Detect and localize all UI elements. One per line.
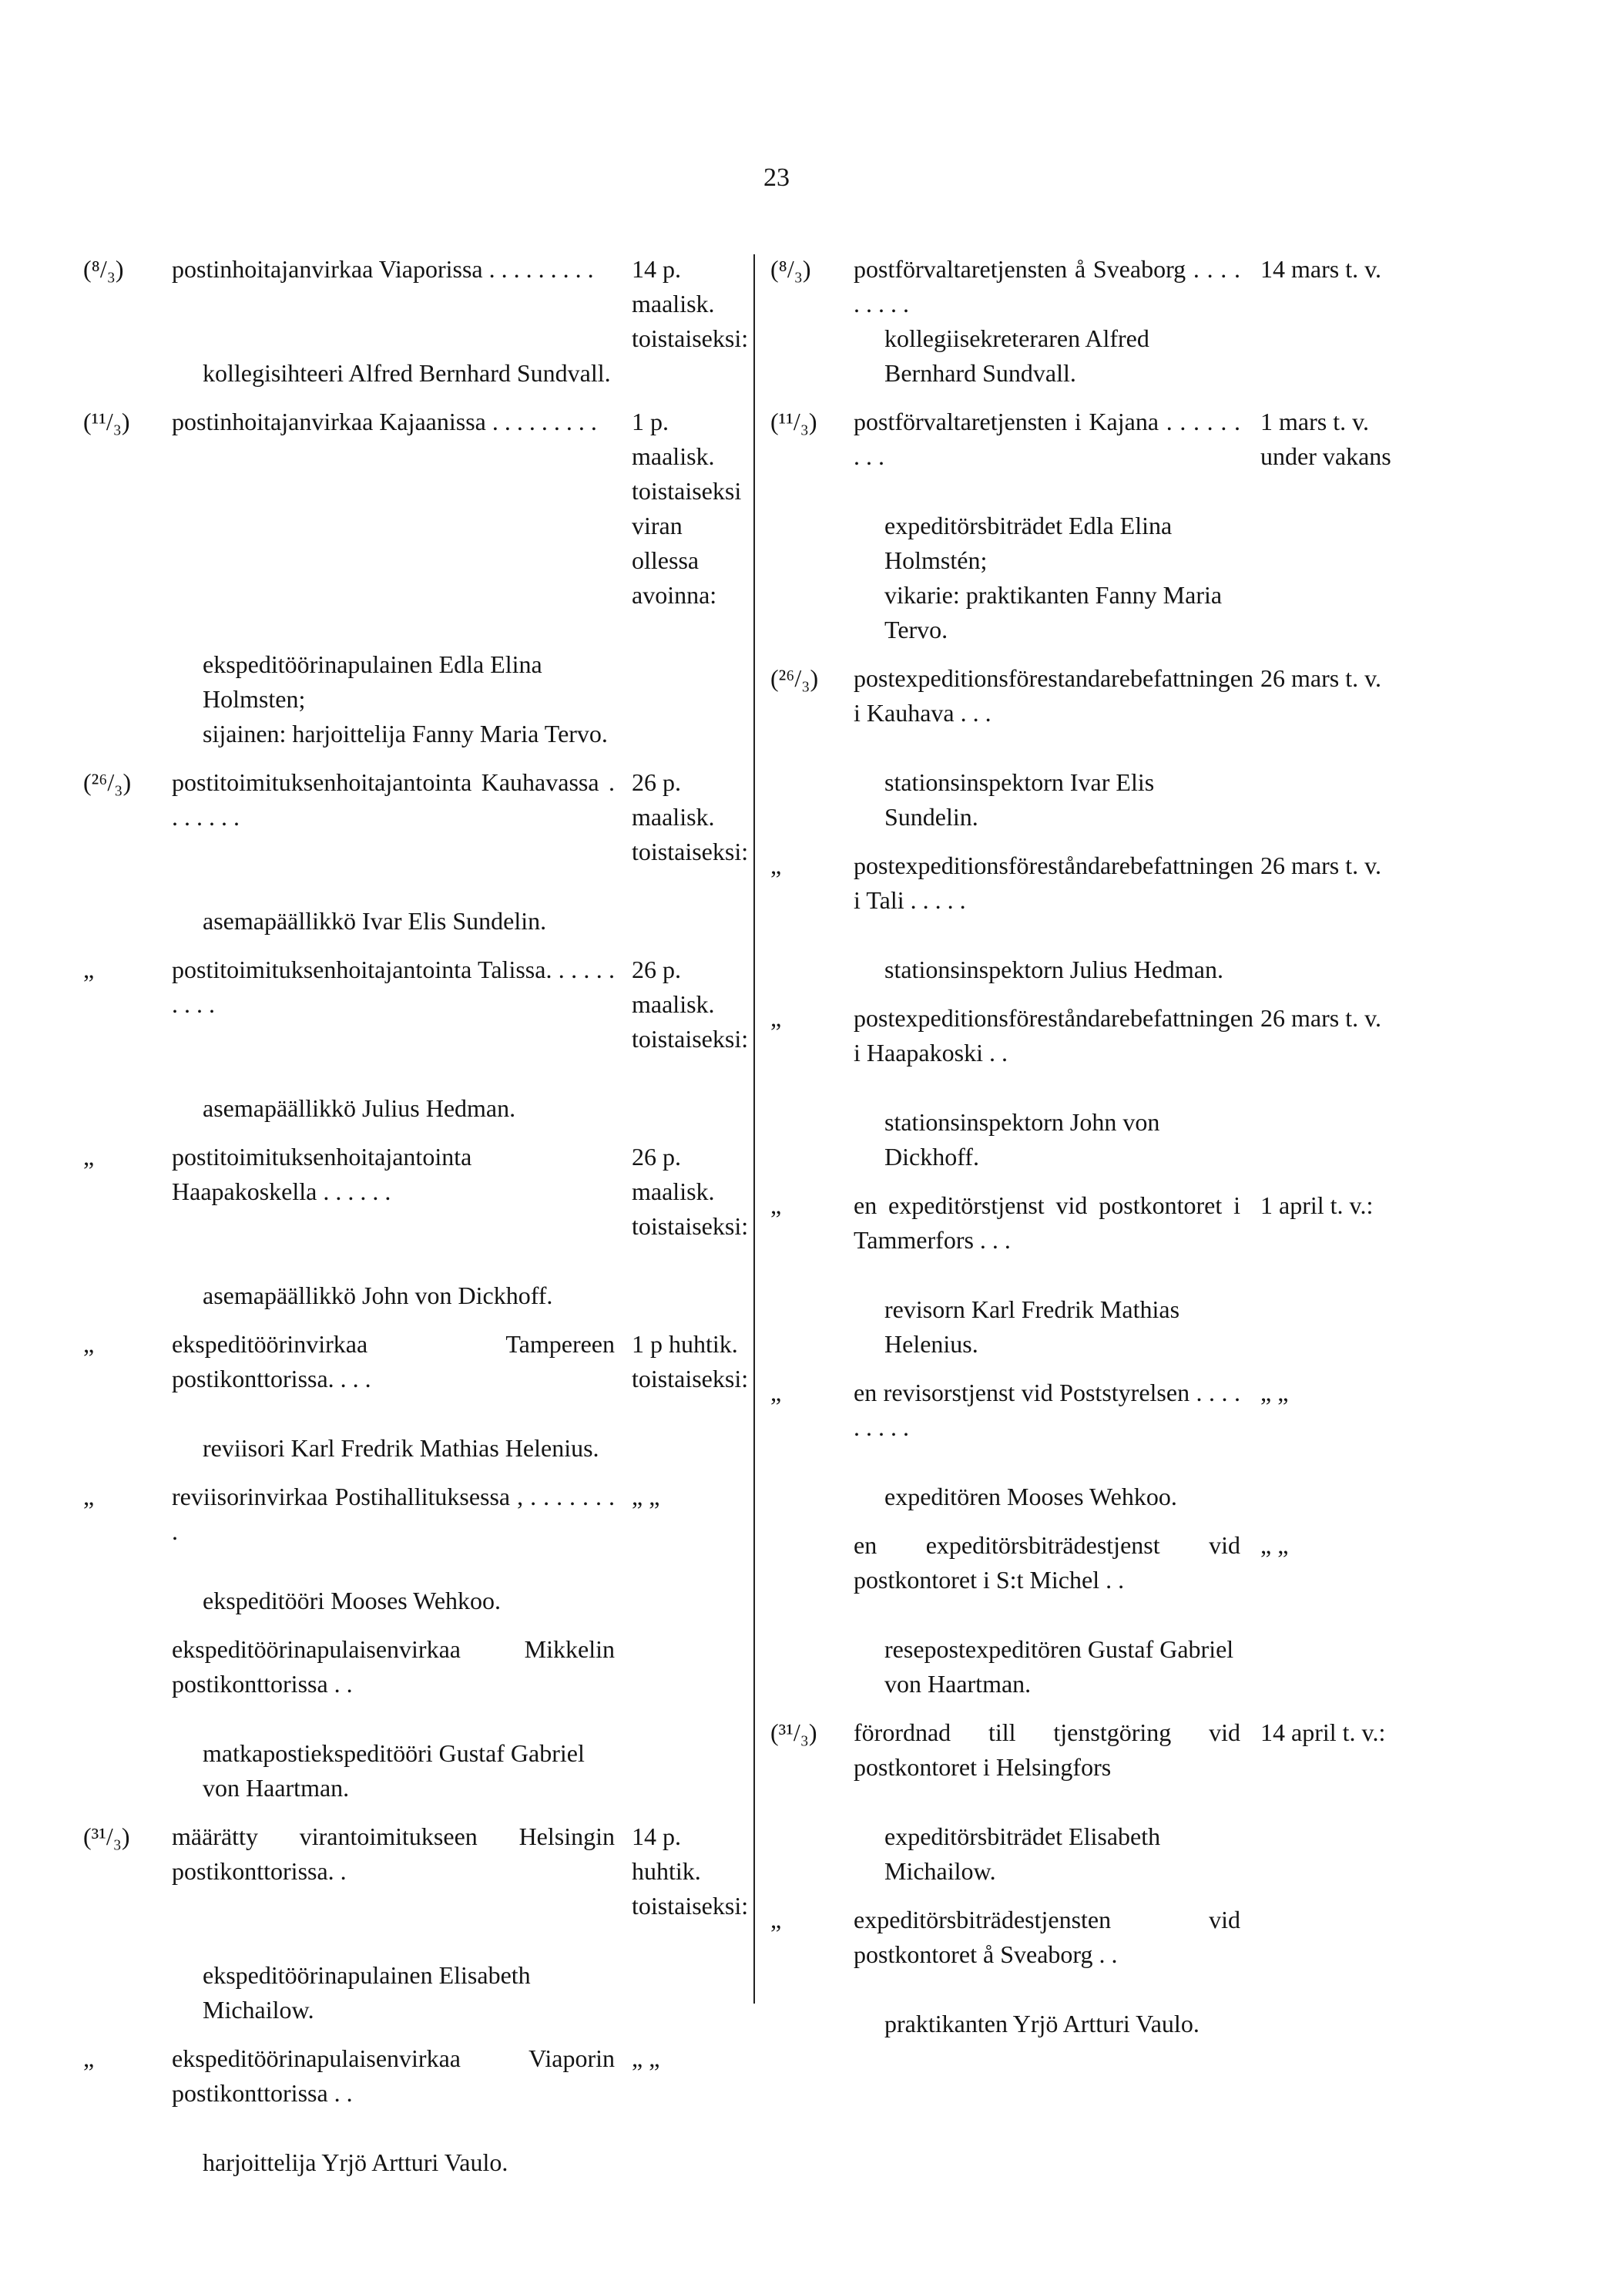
entry-office: postinhoitajanvirkaa Kajaanissa . . . . . . . . . — [172, 408, 597, 435]
entry-term: 14 mars t. v. — [1260, 255, 1382, 283]
entry-term: 14 p. huhtik. toistaiseksi: — [632, 1822, 749, 1920]
entry-term: 26 mars t. v. — [1260, 664, 1382, 692]
entry-person: ekspeditöörinapulainen Elisabeth Michailow. — [203, 1961, 531, 2024]
entry-office: postitoimituksenhoitajantointa Haapakoskella . . . . . . — [172, 1143, 472, 1205]
entry-date: „ — [83, 1330, 95, 1358]
entry-date: „ — [770, 1191, 782, 1219]
entry-date: (³¹/₃) — [83, 1822, 130, 1850]
entry-date: „ — [770, 1004, 782, 1032]
entry-office: postförvaltaretjensten å Sveaborg . . . . . . . . . — [854, 255, 1240, 317]
entry-date: (¹¹/₃) — [83, 408, 130, 435]
entry-person: stationsinspektorn Ivar Elis Sundelin. — [884, 768, 1155, 831]
entry-term: 26 mars t. v. — [1260, 852, 1382, 879]
entry-date: (¹¹/₃) — [770, 408, 817, 435]
entry-person: revisorn Karl Fredrik Mathias Helenius. — [884, 1295, 1180, 1358]
entry-date — [770, 1528, 854, 1597]
appointment-entry — [83, 952, 749, 1126]
entry-term: „ „ — [1260, 1531, 1289, 1559]
appointment-entry — [83, 1819, 749, 2027]
swedish-column — [770, 252, 1541, 2055]
entry-date — [83, 1632, 172, 1701]
appointment-entry — [83, 1480, 738, 1618]
entry-date: „ — [770, 1906, 782, 1933]
appointment-entry — [83, 1632, 738, 1806]
entry-office: postexpeditionsföreståndarebefattningen i Tali . . . . . — [854, 852, 1253, 914]
entry-term: 1 mars t. v. under vakans — [1260, 408, 1391, 470]
finnish-column — [83, 252, 749, 2194]
entry-term — [1240, 1903, 1464, 1972]
entry-person: matkapostiekspeditööri Gustaf Gabriel von Haartman. — [203, 1739, 585, 1802]
entry-term: 1 april t. v.: — [1260, 1191, 1374, 1219]
entry-date: „ — [770, 852, 782, 879]
entry-person: harjoittelija Yrjö Artturi Vaulo. — [203, 2148, 508, 2176]
entry-term: 26 p. maalisk. toistaiseksi: — [632, 768, 749, 865]
entry-term: 26 mars t. v. — [1260, 1004, 1382, 1032]
appointment-entry — [770, 1376, 1541, 1514]
entry-date: (⁸/₃) — [770, 255, 811, 283]
entry-person: stationsinspektorn Julius Hedman. — [884, 956, 1223, 983]
entry-person: ekspeditöörinapulainen Edla Elina Holmsten; sijainen: harjoittelija Fanny Maria Tervo. — [203, 650, 608, 747]
appointment-entry — [770, 252, 1541, 391]
entry-office: en revisorstjenst vid Poststyrelsen . . . . . . . . . — [854, 1379, 1240, 1441]
entry-office: postexpeditionsförestandarebefattningen i Kauhava . . . — [854, 664, 1253, 727]
entry-person: expeditören Mooses Wehkoo. — [884, 1483, 1177, 1510]
entry-person: resepostexpeditören Gustaf Gabriel von Haartman. — [884, 1635, 1234, 1698]
entry-office: en expeditörsbiträdestjenst vid postkontoret i S:t Michel . . — [854, 1531, 1240, 1594]
entry-person: asemapäällikkö Ivar Elis Sundelin. — [203, 907, 547, 935]
entry-person: kollegiisekreteraren Alfred Bernhard Sundvall. — [884, 324, 1149, 387]
entry-office: förordnad till tjenstgöring vid postkontoret i Helsingfors — [854, 1718, 1240, 1781]
entry-term: 14 p. maalisk. toistaiseksi: — [632, 255, 749, 352]
page-number: 23 — [763, 163, 790, 192]
entry-office: expeditörsbiträdestjensten vid postkontoret å Sveaborg . . — [854, 1906, 1240, 1968]
entry-date: „ — [83, 956, 95, 983]
appointment-entry — [83, 1327, 749, 1466]
entry-office: reviisorinvirkaa Postihallituksessa , . . . . . . . . — [172, 1483, 615, 1545]
entry-person: kollegisihteeri Alfred Bernhard Sundvall. — [203, 359, 611, 387]
appointment-entry — [770, 1715, 1541, 1889]
appointment-entry — [770, 661, 1541, 835]
entry-term: 14 april t. v.: — [1260, 1718, 1386, 1746]
appointment-entry — [83, 765, 749, 939]
appointment-entry — [770, 848, 1541, 987]
entry-person: praktikanten Yrjö Artturi Vaulo. — [884, 2010, 1200, 2037]
entry-date: (⁸/₃) — [83, 255, 124, 283]
entry-date: „ — [83, 1483, 95, 1510]
appointment-entry — [770, 1001, 1541, 1174]
entry-term: 26 p. maalisk. toistaiseksi: — [632, 956, 749, 1053]
entry-person: expeditörsbiträdet Elisabeth Michailow. — [884, 1822, 1161, 1885]
entry-person: expeditörsbiträdet Edla Elina Holmstén; vikarie: praktikanten Fanny Maria Tervo. — [884, 512, 1223, 643]
entry-office: en expeditörstjenst vid postkontoret i Tammerfors . . . — [854, 1191, 1240, 1254]
appointment-entry — [83, 252, 749, 391]
entry-office: postinhoitajanvirkaa Viaporissa . . . . . . . . . — [172, 255, 594, 283]
entry-office: ekspeditöörinapulaisenvirkaa Mikkelin postikonttorissa . . — [172, 1635, 615, 1698]
entry-person: asemapäällikkö Julius Hedman. — [203, 1094, 516, 1122]
entry-office: postförvaltaretjensten i Kajana . . . . . . . . . — [854, 408, 1240, 470]
entry-term: „ „ — [632, 2044, 660, 2072]
appointment-entry — [770, 1903, 1541, 2041]
appointment-entry — [83, 2041, 738, 2180]
appointment-entry — [770, 1188, 1541, 1362]
entry-term: „ „ — [1260, 1379, 1289, 1406]
entry-date: „ — [770, 1379, 782, 1406]
appointment-entry — [770, 1528, 1541, 1701]
entry-person: ekspeditööri Mooses Wehkoo. — [203, 1587, 502, 1614]
entry-office: postitoimituksenhoitajantointa Kauhavassa . . . . . . . — [172, 768, 615, 831]
entry-date: (³¹/₃) — [770, 1718, 817, 1746]
entry-term — [615, 1632, 738, 1701]
entry-date: „ — [83, 1143, 95, 1171]
entry-person: stationsinspektorn John von Dickhoff. — [884, 1108, 1160, 1171]
entry-person: asemapäällikkö John von Dickhoff. — [203, 1282, 553, 1309]
entry-date: „ — [83, 2044, 95, 2072]
appointment-entry — [83, 1140, 749, 1313]
entry-office: postexpeditionsföreståndarebefattningen i Haapakoski . . — [854, 1004, 1253, 1067]
appointment-entry — [770, 405, 1541, 647]
appointment-entry — [83, 405, 742, 751]
entry-office: määrätty virantoimitukseen Helsingin postikonttorissa. . — [172, 1822, 615, 1885]
entry-term: 26 p. maalisk. toistaiseksi: — [632, 1143, 749, 1240]
entry-person: reviisori Karl Fredrik Mathias Helenius. — [203, 1434, 599, 1462]
entry-term: „ „ — [632, 1483, 660, 1510]
entry-office: ekspeditöörinvirkaa Tampereen postikonttorissa. . . . — [172, 1330, 615, 1392]
entry-office: ekspeditöörinapulaisenvirkaa Viaporin postikonttorissa . . — [172, 2044, 615, 2107]
entry-office: postitoimituksenhoitajantointa Talissa. . . . . . . . . . — [172, 956, 615, 1018]
entry-date: (²⁶/₃) — [770, 664, 819, 692]
entry-term: 1 p. maalisk. toistaiseksi viran ollessa avoinna: — [632, 408, 742, 609]
entry-term: 1 p huhtik. toistaiseksi: — [632, 1330, 749, 1392]
entry-date: (²⁶/₃) — [83, 768, 132, 796]
column-divider — [753, 254, 755, 2004]
